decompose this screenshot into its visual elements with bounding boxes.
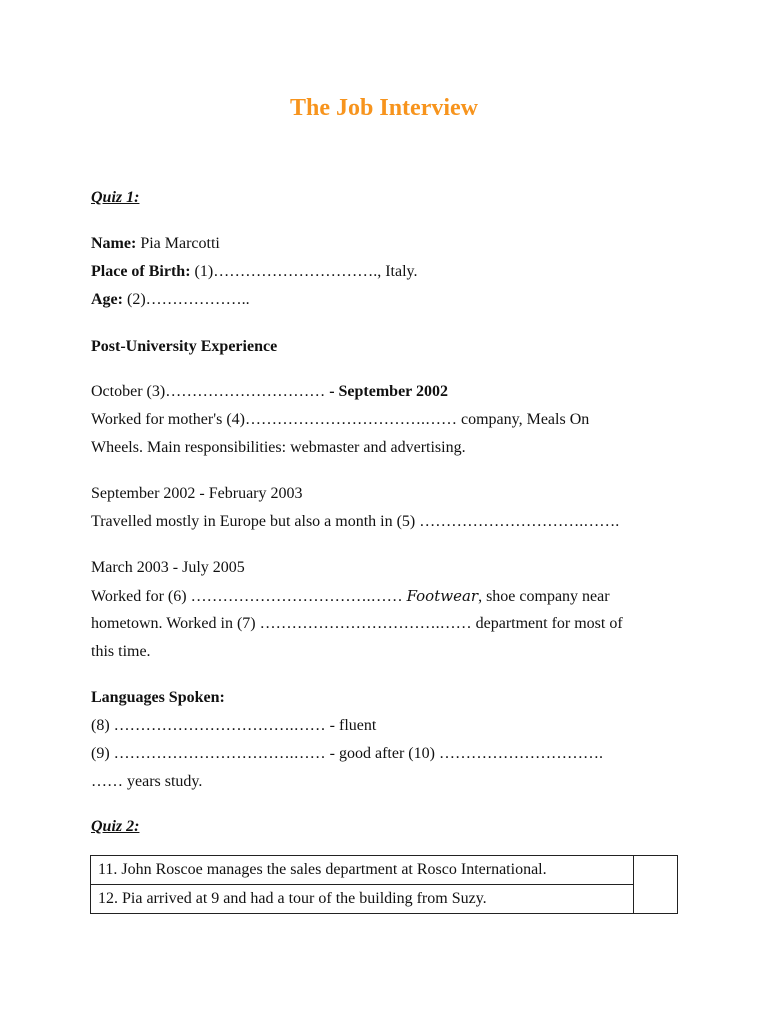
table-row xyxy=(91,885,678,914)
name-line xyxy=(91,233,220,255)
exp3-line3: this time. xyxy=(91,643,151,660)
age-label: Age: xyxy=(91,291,123,308)
birth-value: (1)…………………………., Italy. xyxy=(190,263,418,280)
exp3-line1-end: , shoe company near xyxy=(478,588,610,605)
table-cell-statement: 12. Pia arrived at 9 and had a tour of the building from Suzy. xyxy=(91,885,634,914)
exp1-dates xyxy=(91,381,448,403)
birth-line xyxy=(91,261,417,283)
languages-heading-text: Languages Spoken: xyxy=(91,689,225,706)
quiz1-heading: Quiz 1: xyxy=(91,189,140,206)
exp3-line2: hometown. Worked in (7) …………………………….…… department for most of xyxy=(91,615,623,632)
age-value: (2)……………….. xyxy=(122,291,250,308)
languages-heading xyxy=(91,687,225,709)
language-9: (9) …………………………….…… - good after (10) …………………………. xyxy=(91,745,603,762)
name-label: Name: xyxy=(91,235,137,252)
exp2-dates: September 2002 - February 2003 xyxy=(91,485,303,502)
table-row xyxy=(91,856,678,885)
birth-label: Place of Birth: xyxy=(91,263,191,280)
exp2-line1: Travelled mostly in Europe but also a month in (5) ………………………….……. xyxy=(91,513,620,530)
language-8: (8) …………………………….…… - fluent xyxy=(91,717,377,734)
answer-cell[interactable] xyxy=(634,856,678,914)
quiz2-table xyxy=(90,855,678,914)
page-title: The Job Interview xyxy=(290,95,478,121)
name-value: Pia Marcotti xyxy=(136,235,220,252)
exp3-dates: March 2003 - July 2005 xyxy=(91,559,245,576)
exp1-line2: Wheels. Main responsibilities: webmaster and advertising. xyxy=(91,439,466,456)
exp1-dates-start: October (3)………………………… xyxy=(91,383,330,400)
post-university-heading xyxy=(91,336,277,358)
exp3-italic-word: Footwear xyxy=(406,587,479,605)
age-line xyxy=(91,289,250,311)
quiz2-heading: Quiz 2: xyxy=(91,818,140,835)
exp1-line1: Worked for mother's (4)…………………………….…… company, Meals On xyxy=(91,411,590,428)
post-university-heading-text: Post-University Experience xyxy=(91,338,278,355)
exp1-dates-end: - September 2002 xyxy=(329,383,448,400)
exp3-line1 xyxy=(91,585,610,608)
table-cell-statement: 11. John Roscoe manages the sales department at Rosco International. xyxy=(91,856,634,885)
language-9-continued: …… years study. xyxy=(91,773,203,790)
exp3-line1-start: Worked for (6) …………………………….…… xyxy=(91,588,407,605)
